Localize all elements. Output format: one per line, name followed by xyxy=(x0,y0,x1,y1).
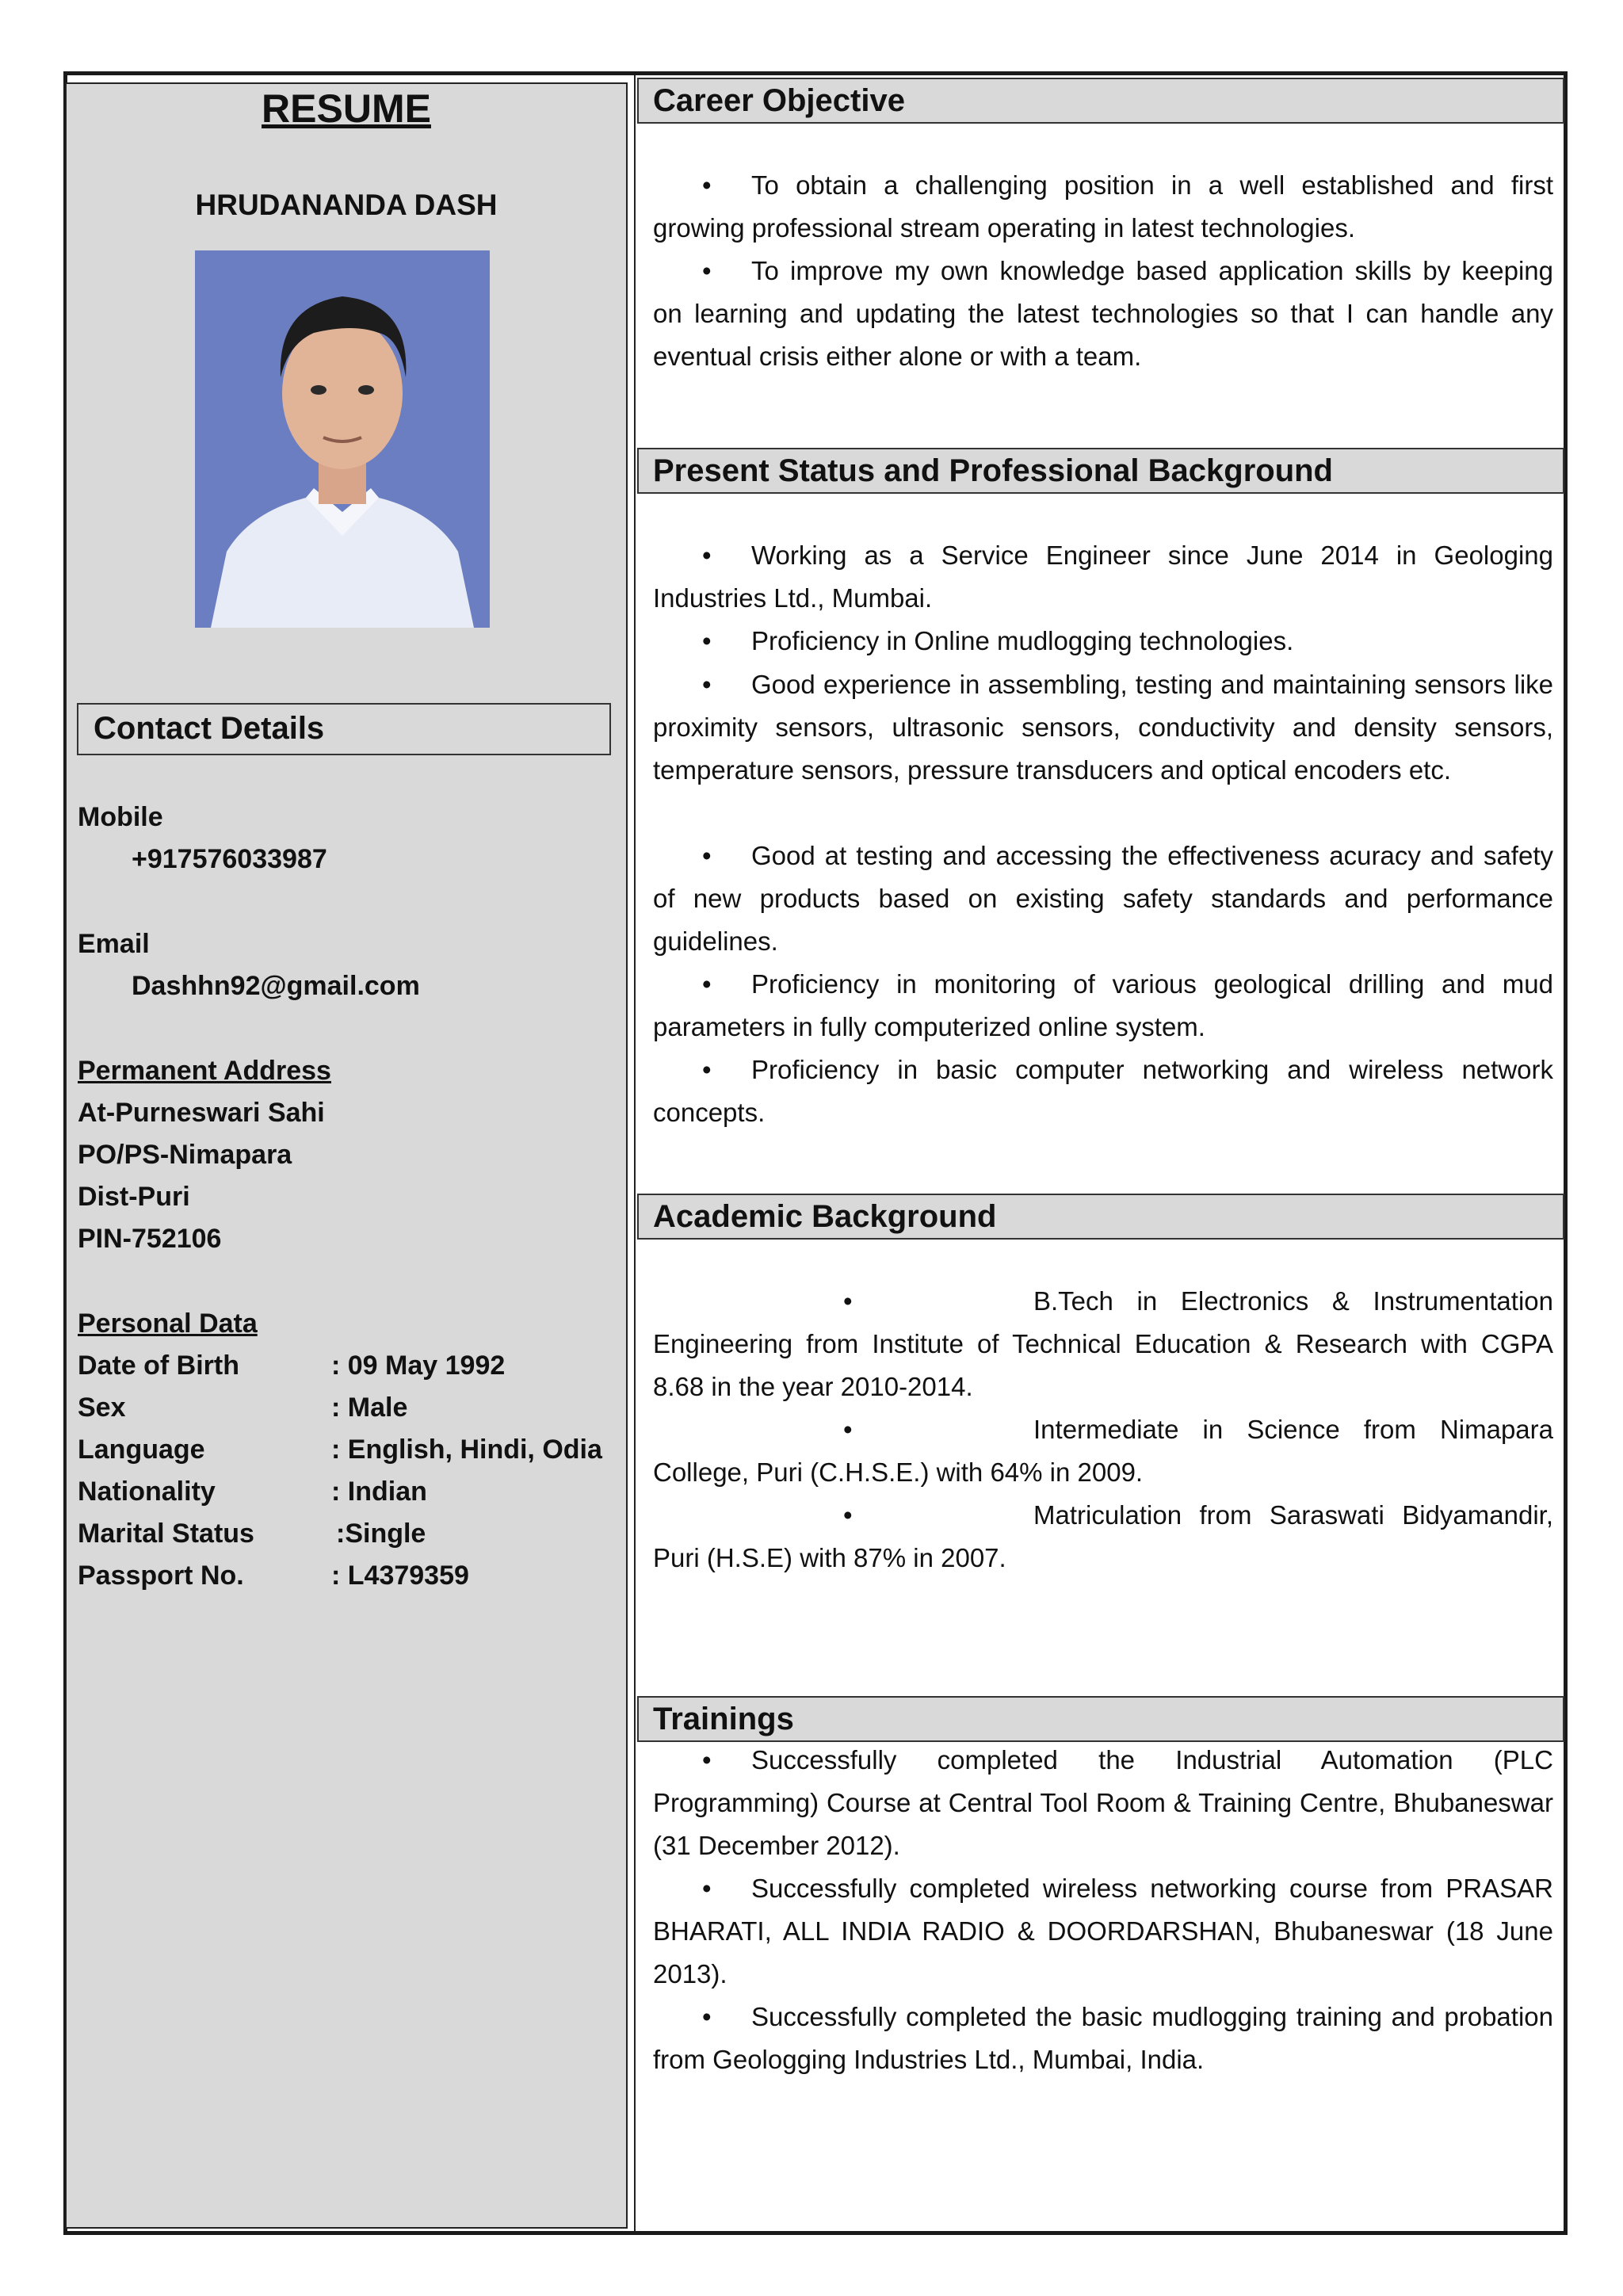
personal-field-value: : L4379359 xyxy=(331,1561,469,1591)
personal-field-label: Date of Birth xyxy=(78,1350,239,1381)
present-item xyxy=(653,663,1553,792)
academic-background-header: Academic Background xyxy=(637,1194,1564,1240)
bullet-icon: • xyxy=(702,969,712,999)
present-item-text: Proficiency in monitoring of various geological drilling and mud parameters in fully computerized online system. xyxy=(653,969,1553,1041)
present-item xyxy=(653,1049,1553,1134)
mobile-label: Mobile xyxy=(78,802,163,832)
bullet-icon: • xyxy=(702,256,712,285)
career-objective-header: Career Objective xyxy=(637,78,1564,124)
present-item-text: Good at testing and accessing the effectiveness acuracy and safety of new products based on existing safety standards and performance guidelines. xyxy=(653,841,1553,956)
academic-item xyxy=(653,1280,1553,1408)
academic-item-text: B.Tech in Electronics & Instrumentation Engineering from Institute of Technical Education & Research with CGPA 8.68 in the year 2010-2014. xyxy=(653,1286,1553,1401)
bullet-icon: • xyxy=(702,670,712,699)
personal-field-value: : English, Hindi, Odia xyxy=(331,1435,602,1465)
contact-details-header: Contact Details xyxy=(77,703,611,755)
academic-item-text: Matriculation from Saraswati Bidyamandir, Puri (H.S.E) with 87% in 2007. xyxy=(653,1500,1553,1572)
resume-title: RESUME xyxy=(262,86,431,131)
address-line: PO/PS-Nimapara xyxy=(78,1140,292,1170)
personal-field-value: : 09 May 1992 xyxy=(331,1350,506,1381)
personal-field-value: : Indian xyxy=(331,1477,427,1507)
bullet-icon: • xyxy=(843,1500,853,1530)
present-item-text: Proficiency in Online mudlogging technologies. xyxy=(751,626,1294,655)
mobile-value: +917576033987 xyxy=(132,844,327,874)
column-divider xyxy=(634,75,636,2231)
personal-field-label: Marital Status xyxy=(78,1519,254,1549)
present-item-text: Proficiency in basic computer networking and wireless network concepts. xyxy=(653,1055,1553,1127)
portrait-illustration xyxy=(195,250,490,628)
address-line: At-Purneswari Sahi xyxy=(78,1098,325,1128)
present-item xyxy=(653,620,1553,663)
bullet-icon: • xyxy=(702,541,712,570)
profile-photo xyxy=(195,250,490,628)
present-item-text: Good experience in assembling, testing and maintaining sensors like proximity sensors, ultrasonic sensors, conductivity and density sensors, temperature sensors, pressure transducers and optical encoders etc. xyxy=(653,670,1553,785)
training-item xyxy=(653,1996,1553,2081)
personal-data-label: Personal Data xyxy=(78,1308,258,1339)
training-item-text: Successfully completed the basic mudlogging training and probation from Geologging Industries Ltd., Mumbai, India. xyxy=(653,2002,1553,2074)
personal-field-label: Nationality xyxy=(78,1477,216,1507)
bullet-icon: • xyxy=(702,1745,712,1775)
career-item xyxy=(653,164,1553,250)
academic-item-text: Intermediate in Science from Nimapara College, Puri (C.H.S.E.) with 64% in 2009. xyxy=(653,1415,1553,1487)
academic-item xyxy=(653,1494,1553,1580)
academic-item xyxy=(653,1408,1553,1494)
trainings-header: Trainings xyxy=(637,1696,1564,1742)
bullet-icon: • xyxy=(843,1286,853,1316)
address-line: PIN-752106 xyxy=(78,1224,222,1254)
email-label: Email xyxy=(78,929,150,959)
bullet-icon: • xyxy=(702,170,712,200)
training-item xyxy=(653,1867,1553,1996)
present-item-text: Working as a Service Engineer since June 2014 in Geologing Industries Ltd., Mumbai. xyxy=(653,541,1553,613)
bullet-icon: • xyxy=(843,1415,853,1444)
address-line: Dist-Puri xyxy=(78,1182,190,1212)
training-item-text: Successfully completed the Industrial Automation (PLC Programming) Course at Central Tool Room & Training Centre, Bhubaneswar (31 December 2012). xyxy=(653,1745,1553,1860)
career-item-text: To improve my own knowledge based application skills by keeping on learning and updating the latest technologies so that I can handle any eventual crisis either alone or with a team. xyxy=(653,256,1553,371)
personal-field-label: Passport No. xyxy=(78,1561,244,1591)
present-item xyxy=(653,963,1553,1049)
bullet-icon: • xyxy=(702,841,712,870)
career-item-text: To obtain a challenging position in a well established and first growing professional stream operating in latest technologies. xyxy=(653,170,1553,243)
email-value: Dashhn92@gmail.com xyxy=(132,971,420,1001)
personal-field-label: Sex xyxy=(78,1392,126,1423)
bullet-icon: • xyxy=(702,626,712,655)
training-item-text: Successfully completed wireless networking course from PRASAR BHARATI, ALL INDIA RADIO & DOORDARSHAN, Bhubaneswar (18 June 2013). xyxy=(653,1874,1553,1988)
personal-field-value: :Single xyxy=(336,1519,426,1549)
career-item xyxy=(653,250,1553,378)
bullet-icon: • xyxy=(702,1055,712,1084)
personal-field-label: Language xyxy=(78,1435,205,1465)
bullet-icon: • xyxy=(702,1874,712,1903)
permanent-address-label: Permanent Address xyxy=(78,1056,331,1086)
personal-field-value: : Male xyxy=(331,1392,408,1423)
present-status-header: Present Status and Professional Background xyxy=(637,448,1564,494)
present-item xyxy=(653,835,1553,963)
bullet-icon: • xyxy=(702,2002,712,2031)
training-item xyxy=(653,1739,1553,1867)
candidate-name: HRUDANANDA DASH xyxy=(195,189,498,221)
present-item xyxy=(653,534,1553,620)
